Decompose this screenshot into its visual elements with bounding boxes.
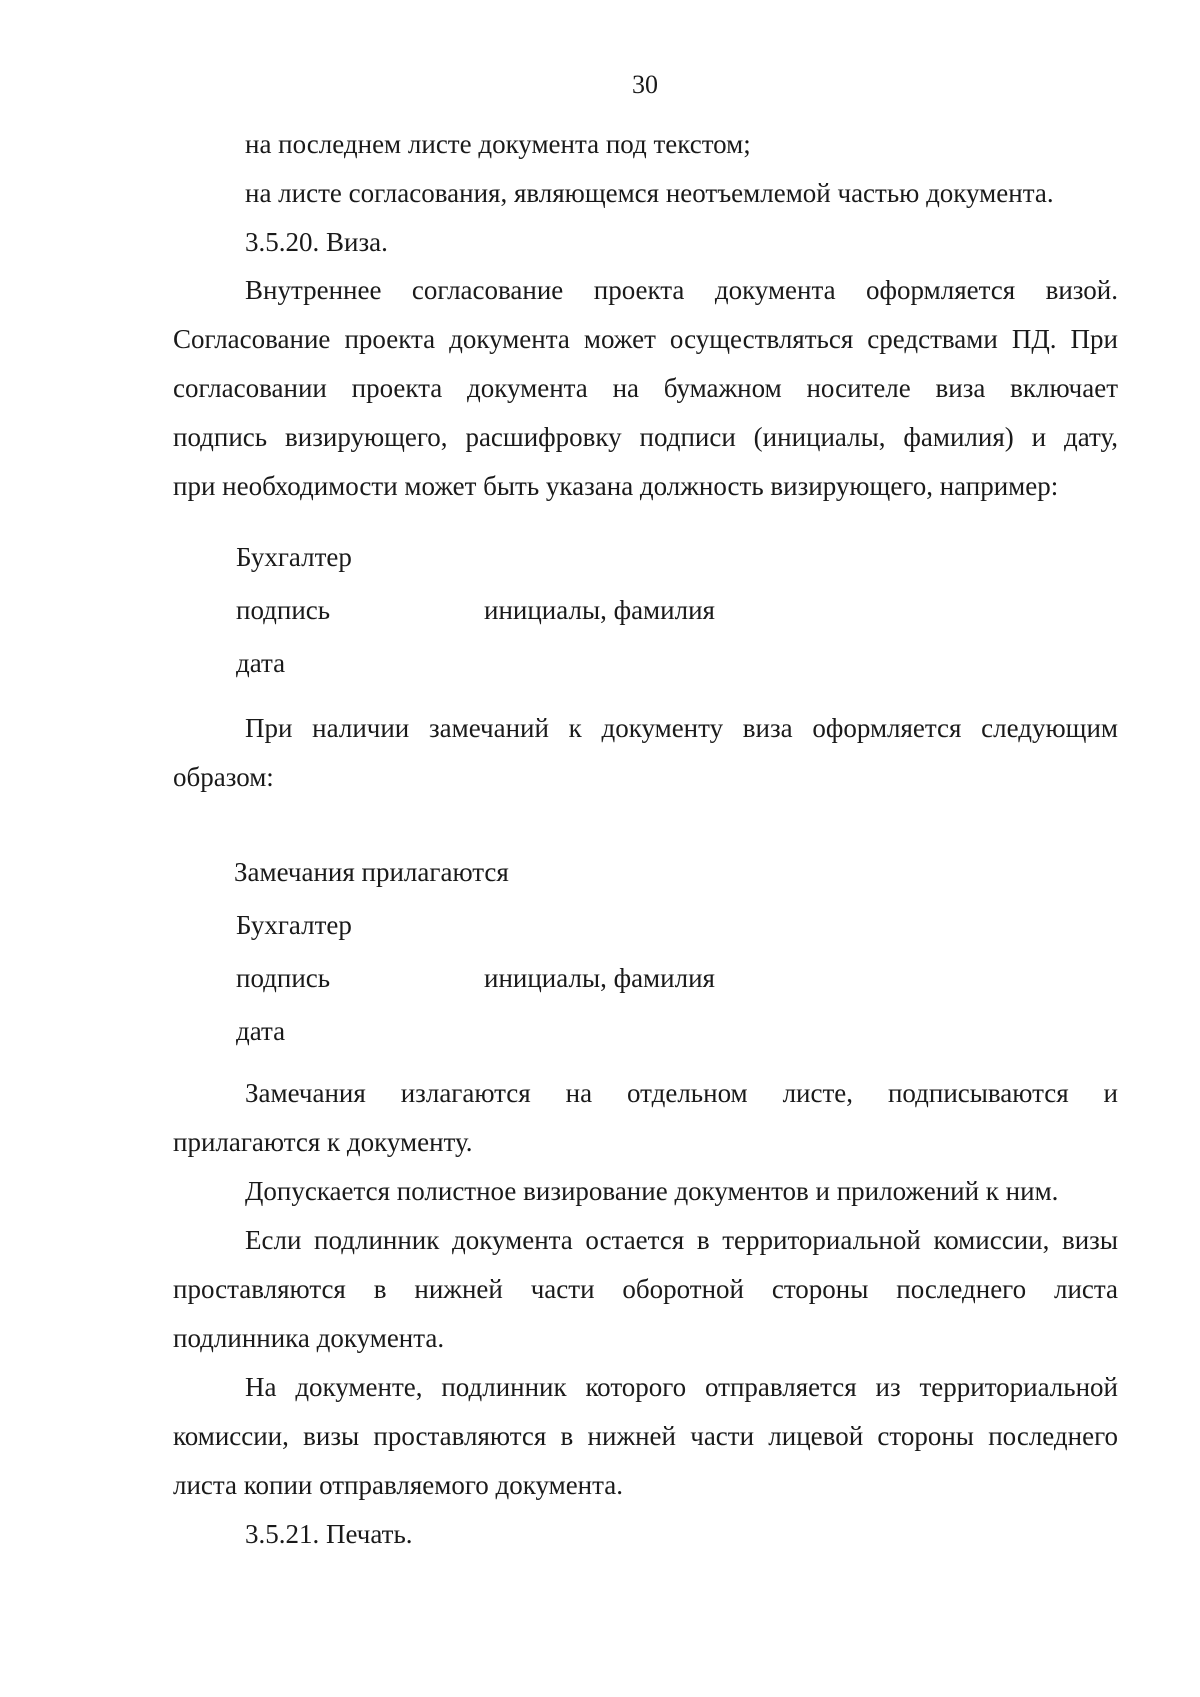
section-heading: 3.5.20. Виза.: [245, 227, 388, 257]
paragraph-line: На документе, подлинник которого отправляется из территориальной: [245, 1372, 1118, 1402]
paragraph-line: Допускается полистное визирование документов и приложений к ним.: [245, 1176, 1059, 1206]
visa-signature: подпись: [236, 963, 331, 993]
paragraph-line: Замечания излагаются на отдельном листе, подписываются и: [245, 1078, 1118, 1108]
visa-name: инициалы, фамилия: [484, 963, 715, 993]
paragraph-line: комиссии, визы проставляются в нижней части лицевой стороны последнего: [173, 1421, 1118, 1451]
paragraph-line: Если подлинник документа остается в территориальной комиссии, визы: [245, 1225, 1118, 1255]
text-line: на листе согласования, являющемся неотъемлемой частью документа.: [245, 178, 1054, 208]
visa-date: дата: [236, 648, 286, 678]
page-number: 30: [632, 70, 658, 99]
paragraph-line: подлинника документа.: [173, 1323, 445, 1353]
text-line: на последнем листе документа под текстом;: [245, 129, 751, 159]
paragraph-line: листа копии отправляемого документа.: [173, 1470, 623, 1500]
visa-signature: подпись: [236, 595, 331, 625]
paragraph-line: При наличии замечаний к документу виза оформляется следующим: [245, 713, 1118, 743]
paragraph-line: при необходимости может быть указана должность визирующего, например:: [173, 471, 1059, 501]
visa-remarks: Замечания прилагаются: [234, 857, 509, 887]
visa-position: Бухгалтер: [236, 910, 352, 940]
section-heading: 3.5.21. Печать.: [245, 1519, 413, 1549]
paragraph-line: подпись визирующего, расшифровку подписи (инициалы, фамилия) и дату,: [173, 422, 1118, 452]
visa-position: Бухгалтер: [236, 542, 352, 572]
paragraph-line: согласовании проекта документа на бумажном носителе виза включает: [173, 373, 1118, 403]
visa-date: дата: [236, 1016, 286, 1046]
paragraph-line: образом:: [173, 762, 274, 792]
paragraph-line: прилагаются к документу.: [173, 1127, 473, 1157]
visa-name: инициалы, фамилия: [484, 595, 715, 625]
paragraph-line: Внутреннее согласование проекта документа оформляется визой.: [245, 275, 1118, 305]
paragraph-line: проставляются в нижней части оборотной стороны последнего листа: [173, 1274, 1118, 1304]
paragraph-line: Согласование проекта документа может осуществляться средствами ПД. При: [173, 324, 1118, 354]
